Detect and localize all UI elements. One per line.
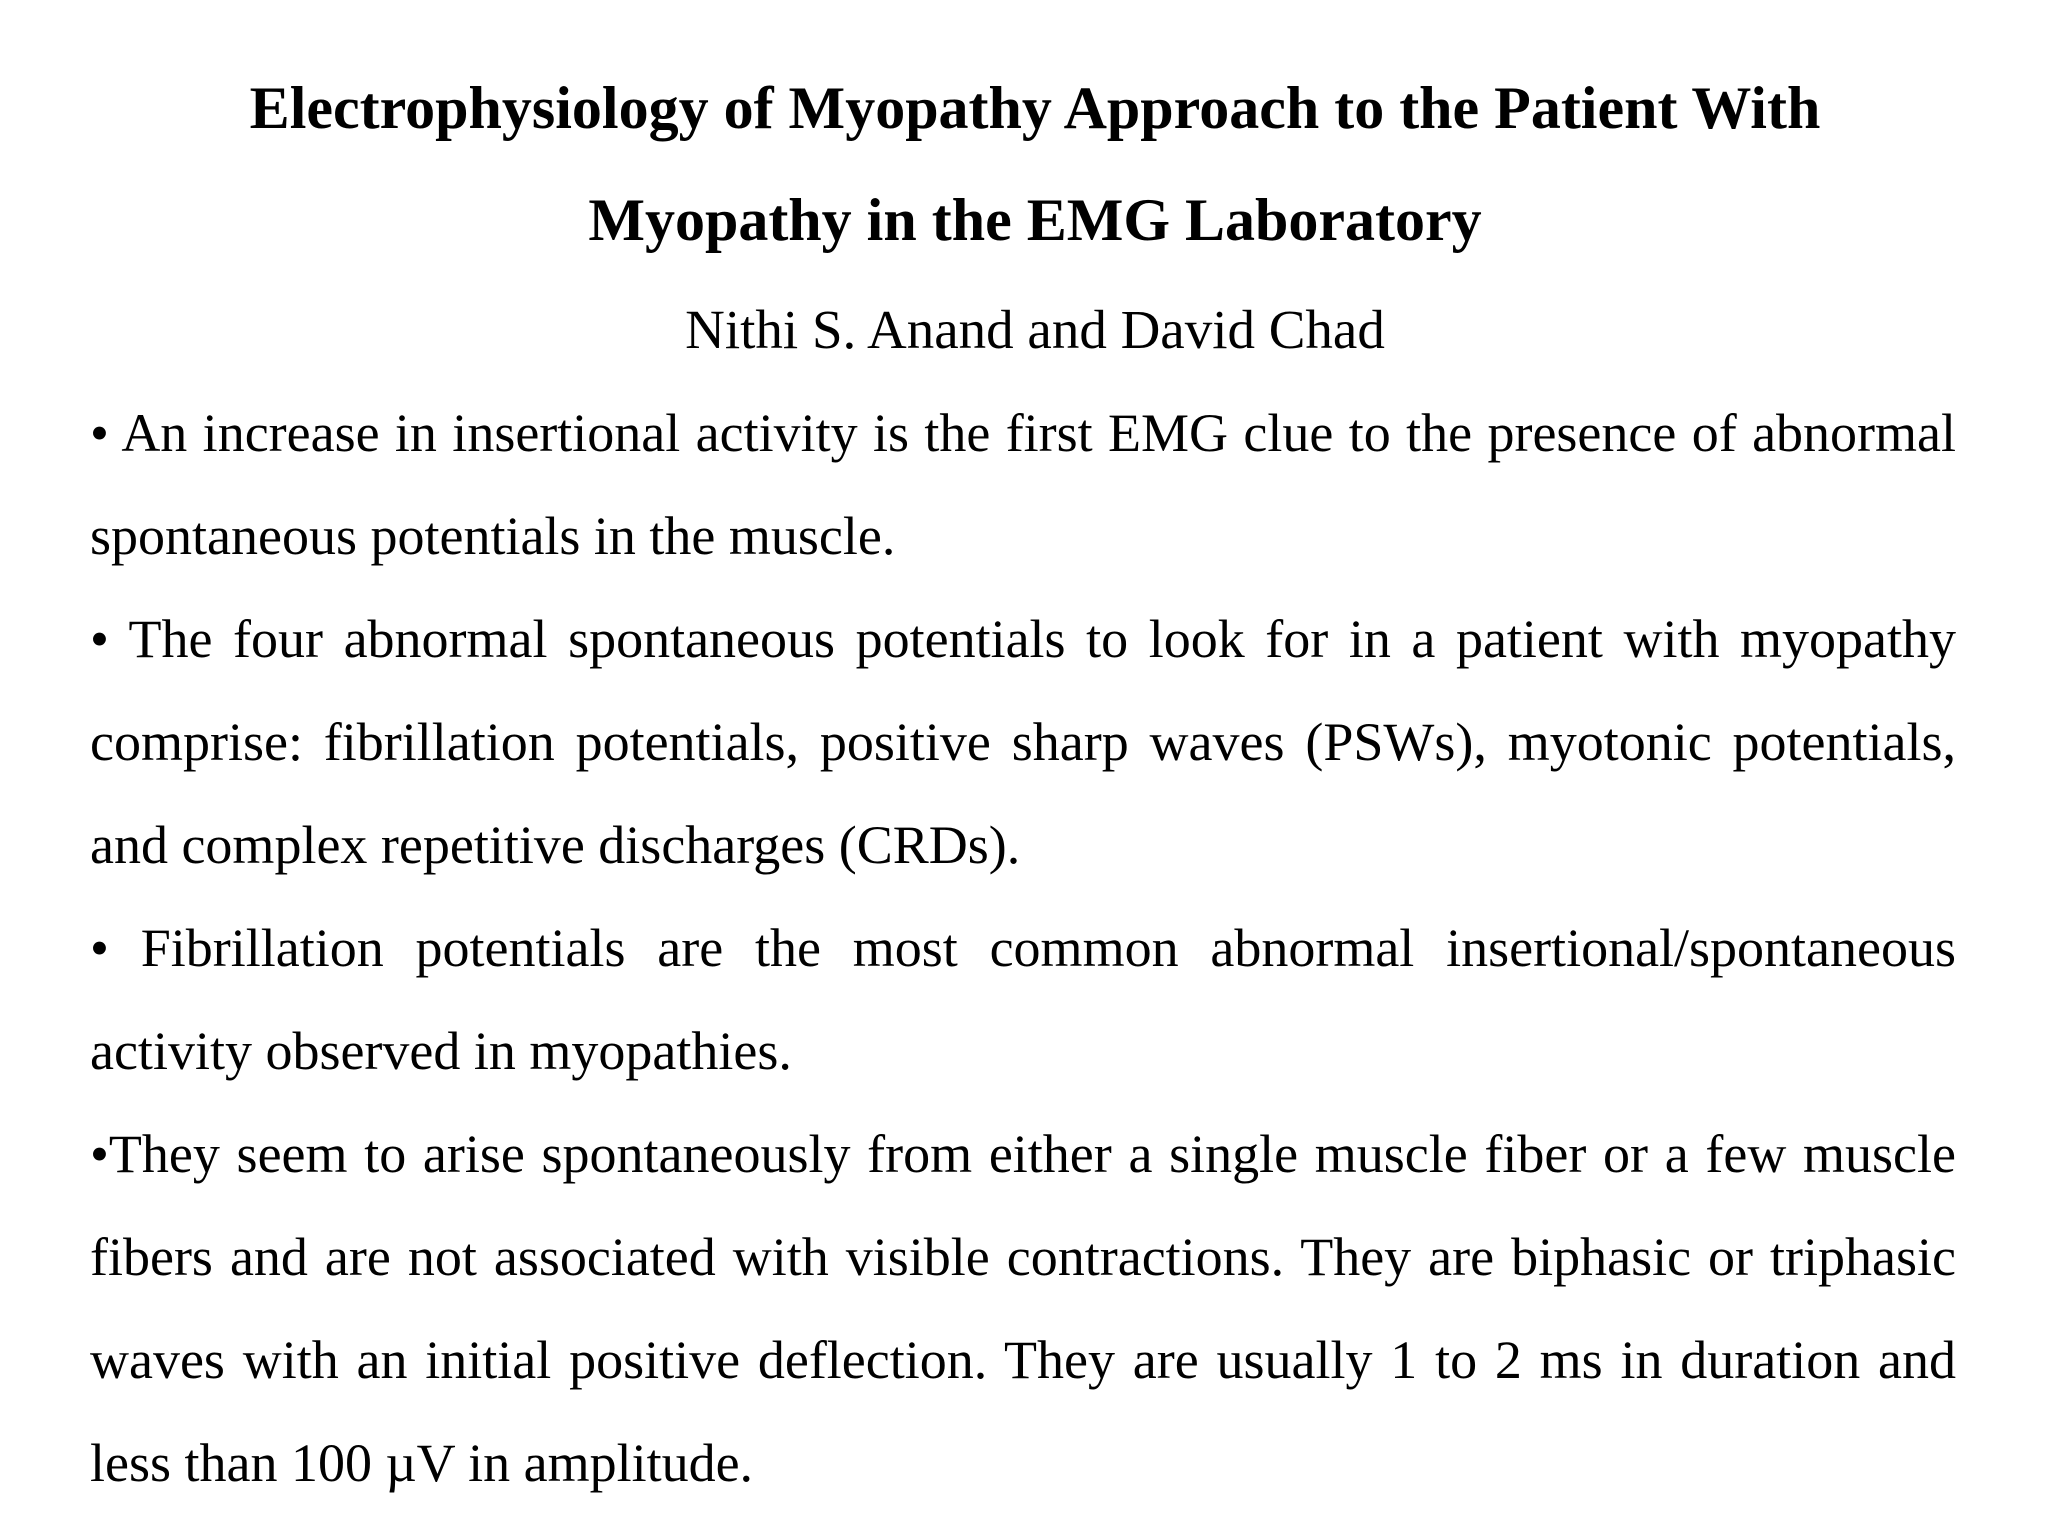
bullet-item: [90, 897, 1956, 1103]
bullet-item: [90, 588, 1956, 897]
slide-title-line2: Myopathy in the EMG Laboratory: [588, 187, 1482, 253]
bullet-marker: •: [90, 403, 122, 463]
slide-title-line1: Electrophysiology of Myopathy Approach to the Patient With: [249, 75, 1821, 141]
bullet-item: [90, 382, 1956, 588]
bullet-text: They seem to arise spontaneously from either a single muscle fiber or a few muscle fibers and are not associated with visible contractions. They are biphasic or triphasic waves with an initial positive deflection. They are usually 1 to 2 ms in duration and less than 100 µV in amplitude.: [90, 1124, 1956, 1493]
slide-title: [90, 52, 1980, 276]
bullet-marker: •: [90, 918, 141, 978]
slide-authors: Nithi S. Anand and David Chad: [685, 299, 1385, 360]
bullet-item: [90, 1103, 1956, 1515]
bullet-text: Fibrillation potentials are the most common abnormal insertional/spontaneous activity observed in myopathies.: [90, 918, 1957, 1081]
bullet-marker: •: [90, 1124, 109, 1184]
bullet-list: [90, 382, 1956, 1515]
bullet-text: An increase in insertional activity is the first EMG clue to the presence of abnormal spontaneous potentials in the muscle.: [90, 403, 1956, 566]
bullet-text: The four abnormal spontaneous potentials to look for in a patient with myopathy comprise: fibrillation potentials, positive sharp waves (PSWs), myotonic potentials, and complex repetitive discharges (CRDs).: [90, 609, 1957, 875]
bullet-marker: •: [90, 609, 129, 669]
